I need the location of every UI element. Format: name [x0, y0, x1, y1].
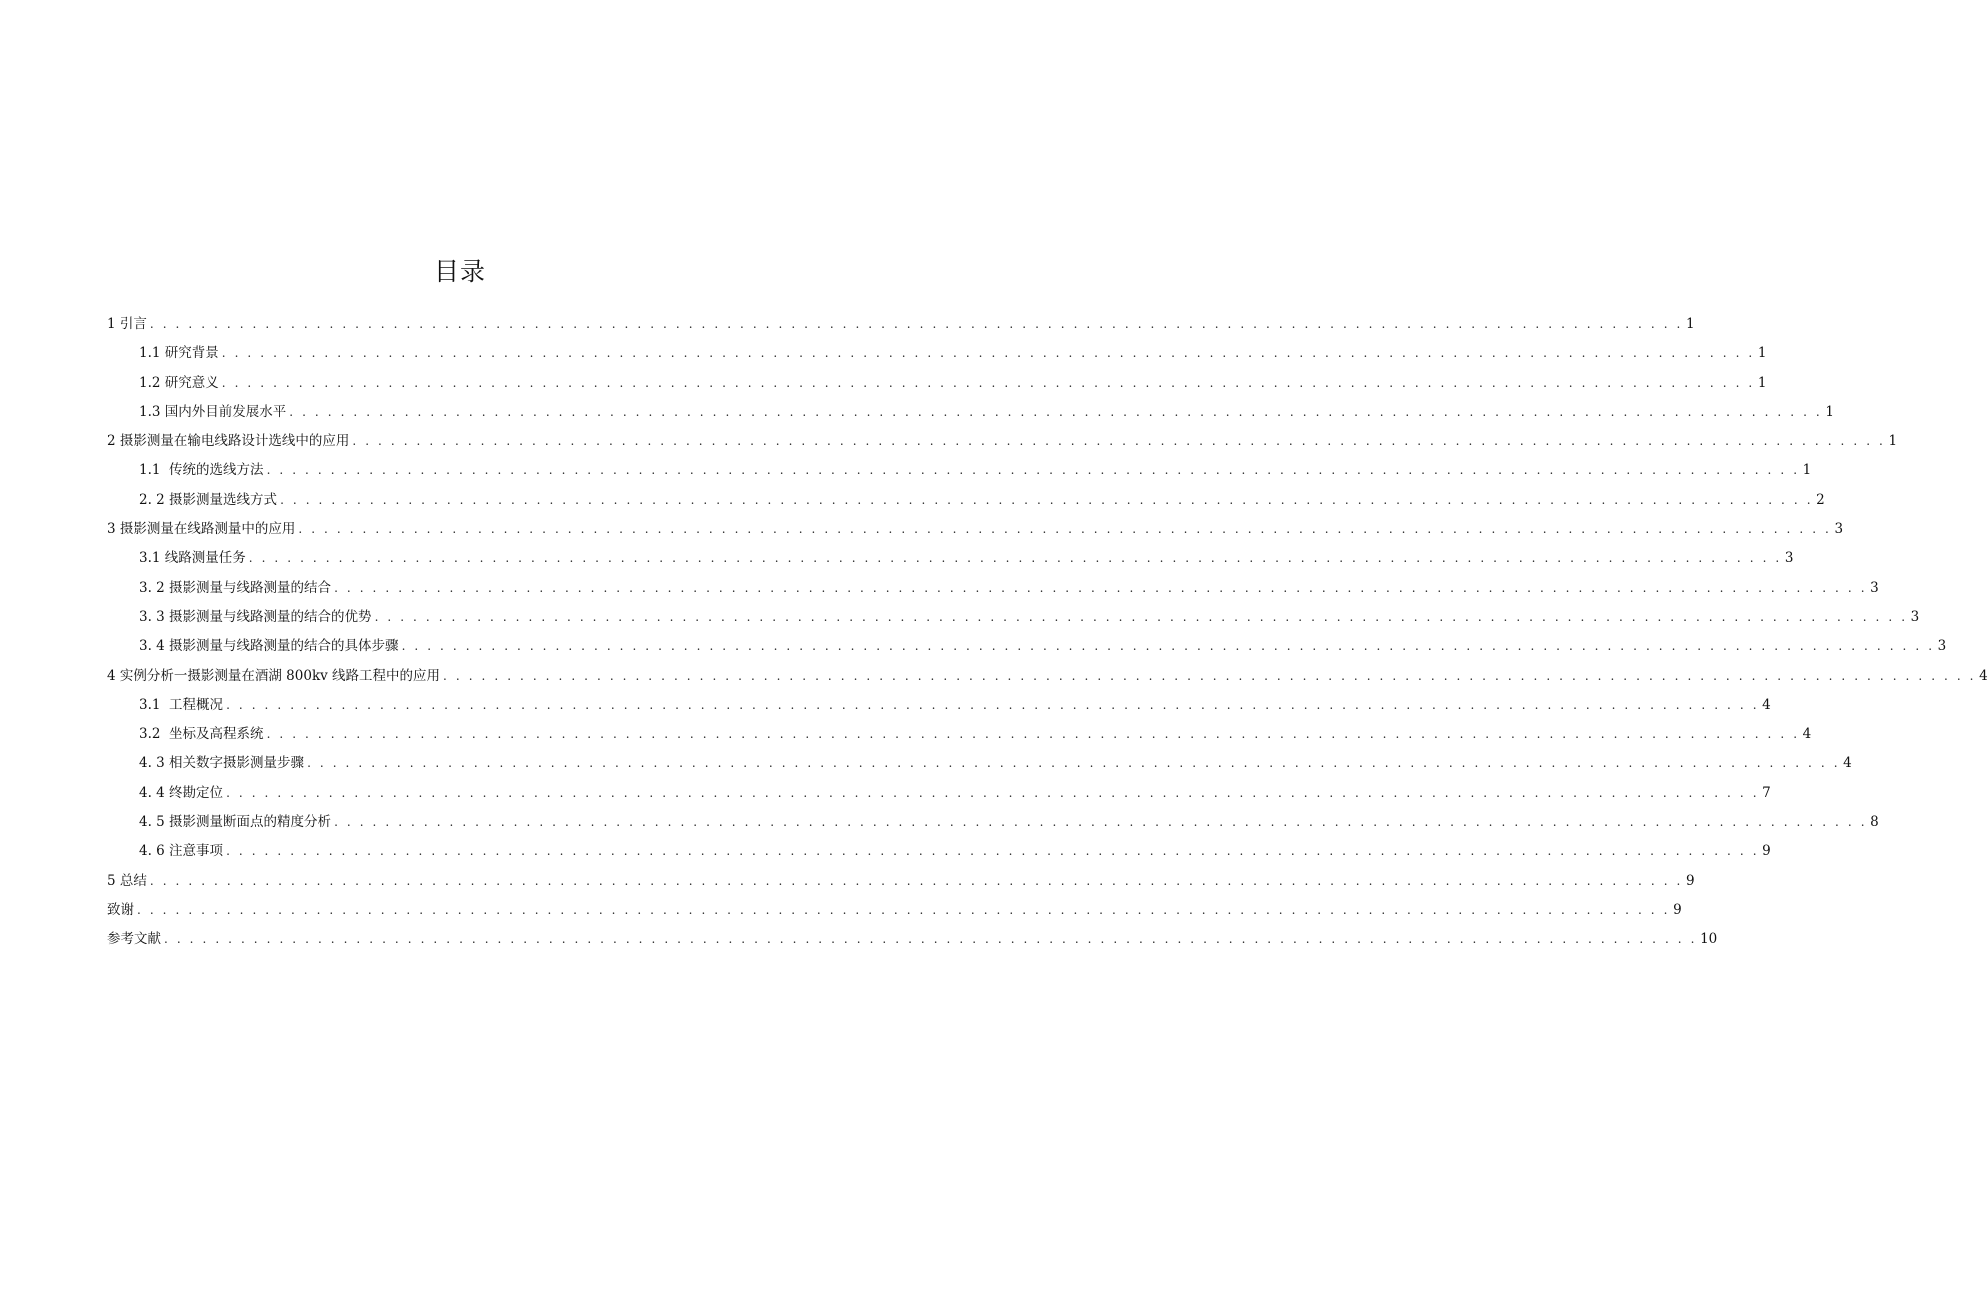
toc-entry-label: 3. 2 摄影测量与线路测量的结合	[139, 579, 332, 596]
toc-entry[interactable]	[107, 603, 1920, 632]
toc-dot-leader: . . . . . . . . . . . . . . . . . . . . . . . . . . . . . . . . . . . . . . . . . . . . . . . . . . . . . . . . . . . . . . . . . . . . . . . . . . . . . . . . . . . . . . . . . . . . . . . . . . . . . . . . . . . . . . . . . . . . . . . .	[164, 932, 1698, 947]
toc-entry-page-number: 4	[1762, 696, 1771, 713]
toc-entry[interactable]	[107, 867, 1695, 896]
toc-entry-label: 3 摄影测量在线路测量中的应用	[107, 521, 296, 538]
toc-entry-page-number: 7	[1762, 784, 1771, 801]
toc-entry[interactable]	[107, 925, 1718, 954]
toc-entry[interactable]	[107, 369, 1767, 398]
toc-dot-leader: . . . . . . . . . . . . . . . . . . . . . . . . . . . . . . . . . . . . . . . . . . . . . . . . . . . . . . . . . . . . . . . . . . . . . . . . . . . . . . . . . . . . . . . . . . . . . . . . . . . . . . . . . . . . . . . . . . . . . . . .	[221, 375, 1755, 390]
toc-entry[interactable]	[107, 456, 1812, 485]
toc-entry[interactable]	[107, 544, 1794, 573]
toc-entry-page-number: 1	[1802, 462, 1812, 479]
toc-entry[interactable]	[107, 662, 1988, 691]
toc-entry-page-number: 9	[1762, 843, 1771, 860]
toc-entry-label: 2 摄影测量在输电线路设计选线中的应用	[107, 433, 350, 450]
toc-entry-page-number: 4	[1843, 755, 1852, 772]
toc-entry-page-number: 9	[1685, 872, 1695, 889]
toc-entry[interactable]	[107, 896, 1682, 925]
toc-dot-leader: . . . . . . . . . . . . . . . . . . . . . . . . . . . . . . . . . . . . . . . . . . . . . . . . . . . . . . . . . . . . . . . . . . . . . . . . . . . . . . . . . . . . . . . . . . . . . . . . . . . . . . . . . . . . . . . . . . . . . . . .	[248, 551, 1782, 566]
toc-dot-leader: . . . . . . . . . . . . . . . . . . . . . . . . . . . . . . . . . . . . . . . . . . . . . . . . . . . . . . . . . . . . . . . . . . . . . . . . . . . . . . . . . . . . . . . . . . . . . . . . . . . . . . . . . . . . . . . . . . . . . . . .	[443, 668, 1977, 683]
toc-dot-leader: . . . . . . . . . . . . . . . . . . . . . . . . . . . . . . . . . . . . . . . . . . . . . . . . . . . . . . . . . . . . . . . . . . . . . . . . . . . . . . . . . . . . . . . . . . . . . . . . . . . . . . . . . . . . . . . . . . . . . . . .	[298, 522, 1832, 537]
toc-entry-label: 1.1 研究背景	[139, 345, 219, 362]
toc-entry-label: 3. 3 摄影测量与线路测量的结合的优势	[139, 608, 372, 625]
toc-entry[interactable]	[107, 427, 1898, 456]
toc-entry-label: 3.1 工程概况	[139, 696, 224, 713]
toc-entry[interactable]	[107, 749, 1852, 778]
toc-entry[interactable]	[107, 574, 1879, 603]
toc-entry-label: 3. 4 摄影测量与线路测量的结合的具体步骤	[139, 638, 399, 655]
toc-dot-leader: . . . . . . . . . . . . . . . . . . . . . . . . . . . . . . . . . . . . . . . . . . . . . . . . . . . . . . . . . . . . . . . . . . . . . . . . . . . . . . . . . . . . . . . . . . . . . . . . . . . . . . . . . . . . . . . . . . . . . . . .	[137, 902, 1671, 917]
toc-entry[interactable]	[107, 808, 1879, 837]
toc-entry-page-number: 1	[1888, 433, 1898, 450]
toc-entry-label: 1 引言	[107, 316, 147, 332]
toc-entry-page-number: 1	[1757, 374, 1767, 391]
toc-entry-page-number: 10	[1700, 931, 1718, 948]
toc-entry-label: 4. 5 摄影测量断面点的精度分析	[139, 814, 332, 831]
toc-entry-page-number: 8	[1870, 814, 1879, 831]
toc-entry-label: 4. 4 终勘定位	[139, 784, 224, 801]
toc-entry-page-number: 1	[1825, 403, 1834, 420]
toc-entry-label: 1.3 国内外目前发展水平	[139, 403, 287, 420]
toc-entry-label: 4 实例分析一摄影测量在酒湖 800kv 线路工程中的应用	[107, 667, 441, 684]
toc-entry-label: 2. 2 摄影测量选线方式	[139, 491, 278, 508]
toc-dot-leader: . . . . . . . . . . . . . . . . . . . . . . . . . . . . . . . . . . . . . . . . . . . . . . . . . . . . . . . . . . . . . . . . . . . . . . . . . . . . . . . . . . . . . . . . . . . . . . . . . . . . . . . . . . . . . . . . . . . . . . . .	[226, 697, 1760, 712]
toc-entry-label: 1.1 传统的选线方法	[139, 462, 264, 479]
toc-entry[interactable]	[107, 310, 1695, 339]
toc-dot-leader: . . . . . . . . . . . . . . . . . . . . . . . . . . . . . . . . . . . . . . . . . . . . . . . . . . . . . . . . . . . . . . . . . . . . . . . . . . . . . . . . . . . . . . . . . . . . . . . . . . . . . . . . . . . . . . . . . . . . . . . .	[289, 404, 1823, 419]
toc-dot-leader: . . . . . . . . . . . . . . . . . . . . . . . . . . . . . . . . . . . . . . . . . . . . . . . . . . . . . . . . . . . . . . . . . . . . . . . . . . . . . . . . . . . . . . . . . . . . . . . . . . . . . . . . . . . . . . . . . . . . . . . .	[307, 756, 1841, 771]
toc-entry-page-number: 3	[1910, 608, 1920, 625]
toc-entry-label: 3.2 坐标及高程系统	[139, 726, 264, 743]
toc-entry-page-number: 1	[1757, 345, 1767, 362]
toc-entry[interactable]	[107, 486, 1825, 515]
toc-entry-label: 致谢	[107, 901, 134, 918]
toc-dot-leader: . . . . . . . . . . . . . . . . . . . . . . . . . . . . . . . . . . . . . . . . . . . . . . . . . . . . . . . . . . . . . . . . . . . . . . . . . . . . . . . . . . . . . . . . . . . . . . . . . . . . . . . . . . . . . . . . . . . . . . . .	[280, 492, 1814, 507]
toc-dot-leader: . . . . . . . . . . . . . . . . . . . . . . . . . . . . . . . . . . . . . . . . . . . . . . . . . . . . . . . . . . . . . . . . . . . . . . . . . . . . . . . . . . . . . . . . . . . . . . . . . . . . . . . . . . . . . . . . . . . . . . . .	[149, 873, 1683, 888]
toc-dot-leader: . . . . . . . . . . . . . . . . . . . . . . . . . . . . . . . . . . . . . . . . . . . . . . . . . . . . . . . . . . . . . . . . . . . . . . . . . . . . . . . . . . . . . . . . . . . . . . . . . . . . . . . . . . . . . . . . . . . . . . . .	[352, 434, 1886, 449]
toc-entry-label: 4. 6 注意事项	[139, 843, 224, 860]
toc-dot-leader: . . . . . . . . . . . . . . . . . . . . . . . . . . . . . . . . . . . . . . . . . . . . . . . . . . . . . . . . . . . . . . . . . . . . . . . . . . . . . . . . . . . . . . . . . . . . . . . . . . . . . . . . . . . . . . . . . . . . . . . .	[149, 317, 1683, 331]
toc-entry[interactable]	[107, 632, 1947, 661]
toc-title: 目录	[433, 257, 486, 286]
toc-entry-page-number: 3	[1937, 638, 1947, 655]
toc-dot-leader: . . . . . . . . . . . . . . . . . . . . . . . . . . . . . . . . . . . . . . . . . . . . . . . . . . . . . . . . . . . . . . . . . . . . . . . . . . . . . . . . . . . . . . . . . . . . . . . . . . . . . . . . . . . . . . . . . . . . . . . .	[266, 463, 1800, 478]
toc-entry-page-number: 1	[1685, 316, 1695, 332]
toc-entry-label: 参考文献	[107, 931, 161, 948]
toc-entry-label: 5 总结	[107, 872, 147, 889]
toc-list	[107, 310, 1988, 955]
toc-dot-leader: . . . . . . . . . . . . . . . . . . . . . . . . . . . . . . . . . . . . . . . . . . . . . . . . . . . . . . . . . . . . . . . . . . . . . . . . . . . . . . . . . . . . . . . . . . . . . . . . . . . . . . . . . . . . . . . . . . . . . . . .	[334, 815, 1868, 830]
toc-dot-leader: . . . . . . . . . . . . . . . . . . . . . . . . . . . . . . . . . . . . . . . . . . . . . . . . . . . . . . . . . . . . . . . . . . . . . . . . . . . . . . . . . . . . . . . . . . . . . . . . . . . . . . . . . . . . . . . . . . . . . . . .	[334, 580, 1868, 595]
toc-entry[interactable]	[107, 339, 1767, 368]
toc-dot-leader: . . . . . . . . . . . . . . . . . . . . . . . . . . . . . . . . . . . . . . . . . . . . . . . . . . . . . . . . . . . . . . . . . . . . . . . . . . . . . . . . . . . . . . . . . . . . . . . . . . . . . . . . . . . . . . . . . . . . . . . .	[266, 727, 1800, 742]
toc-entry[interactable]	[107, 515, 1844, 544]
toc-entry-page-number: 9	[1673, 901, 1682, 918]
toc-entry-label: 3.1 线路测量任务	[139, 550, 246, 567]
toc-entry[interactable]	[107, 837, 1771, 866]
toc-dot-leader: . . . . . . . . . . . . . . . . . . . . . . . . . . . . . . . . . . . . . . . . . . . . . . . . . . . . . . . . . . . . . . . . . . . . . . . . . . . . . . . . . . . . . . . . . . . . . . . . . . . . . . . . . . . . . . . . . . . . . . . .	[221, 346, 1755, 361]
toc-entry-label: 1.2 研究意义	[139, 374, 219, 391]
toc-entry-page-number: 4	[1802, 726, 1812, 743]
toc-entry-page-number: 3	[1870, 579, 1879, 596]
toc-entry-page-number: 4	[1979, 667, 1988, 684]
toc-dot-leader: . . . . . . . . . . . . . . . . . . . . . . . . . . . . . . . . . . . . . . . . . . . . . . . . . . . . . . . . . . . . . . . . . . . . . . . . . . . . . . . . . . . . . . . . . . . . . . . . . . . . . . . . . . . . . . . . . . . . . . . .	[401, 639, 1935, 654]
toc-entry[interactable]	[107, 691, 1771, 720]
toc-entry-page-number: 3	[1834, 521, 1844, 538]
toc-dot-leader: . . . . . . . . . . . . . . . . . . . . . . . . . . . . . . . . . . . . . . . . . . . . . . . . . . . . . . . . . . . . . . . . . . . . . . . . . . . . . . . . . . . . . . . . . . . . . . . . . . . . . . . . . . . . . . . . . . . . . . . .	[226, 844, 1760, 859]
toc-dot-leader: . . . . . . . . . . . . . . . . . . . . . . . . . . . . . . . . . . . . . . . . . . . . . . . . . . . . . . . . . . . . . . . . . . . . . . . . . . . . . . . . . . . . . . . . . . . . . . . . . . . . . . . . . . . . . . . . . . . . . . . .	[226, 785, 1760, 800]
toc-entry[interactable]	[107, 779, 1771, 808]
toc-entry-page-number: 2	[1816, 491, 1825, 508]
toc-dot-leader: . . . . . . . . . . . . . . . . . . . . . . . . . . . . . . . . . . . . . . . . . . . . . . . . . . . . . . . . . . . . . . . . . . . . . . . . . . . . . . . . . . . . . . . . . . . . . . . . . . . . . . . . . . . . . . . . . . . . . . . .	[374, 609, 1908, 624]
toc-entry-page-number: 3	[1784, 550, 1794, 567]
toc-entry[interactable]	[107, 720, 1812, 749]
toc-entry-label: 4. 3 相关数字摄影测量步骤	[139, 755, 305, 772]
toc-entry[interactable]	[107, 398, 1834, 427]
